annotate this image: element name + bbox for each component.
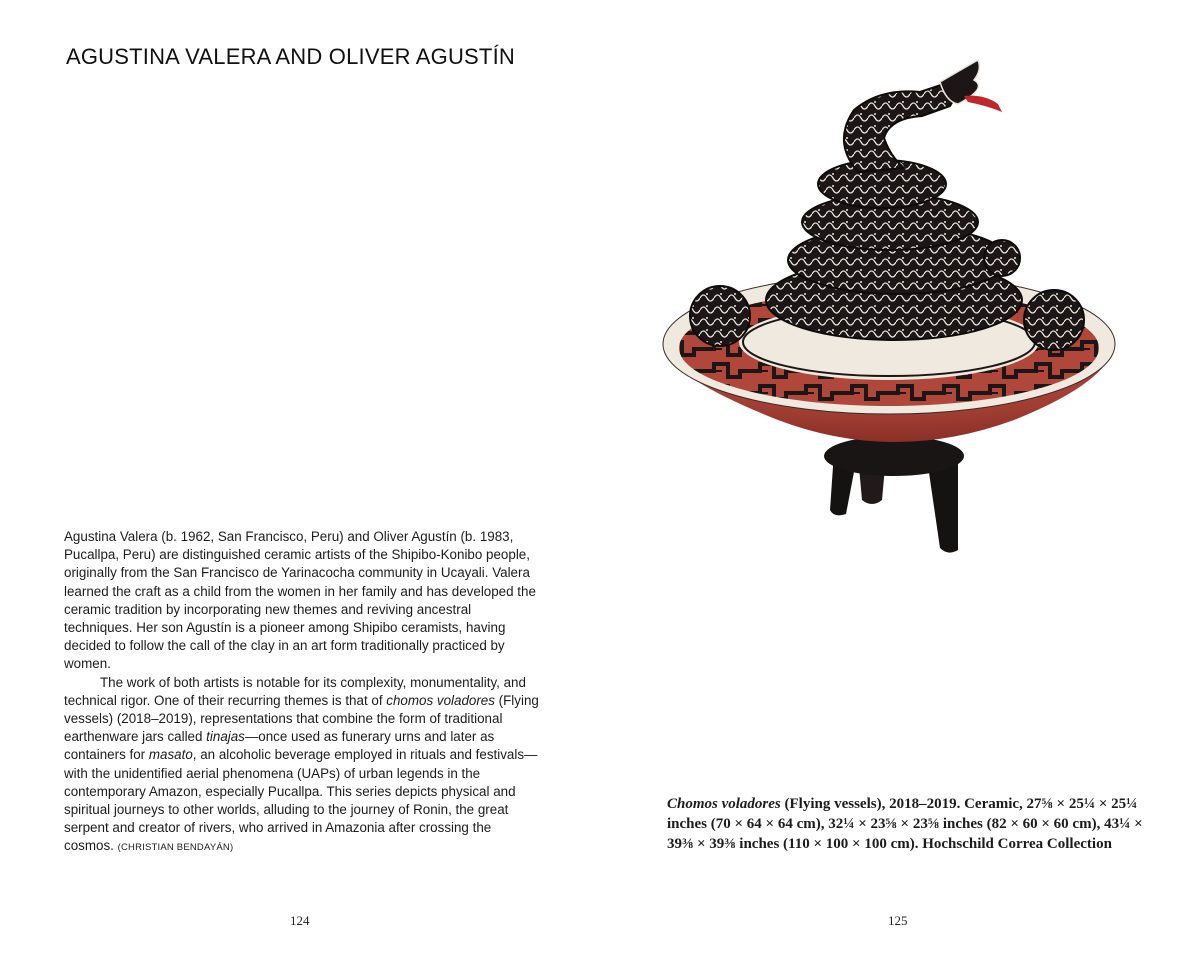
p2-em-chomos: chomos voladores [386, 692, 495, 708]
serpent-tongue [964, 96, 1002, 112]
caption-title: Chomos voladores [667, 796, 781, 812]
rim-pod-left [690, 286, 750, 346]
author-credit: (CHRISTIAN BENDAYÁN) [117, 842, 234, 854]
paragraph-1: Agustina Valera (b. 1962, San Francisco, Peru) and Oliver Agustín (b. 1983, Pucallpa, Peru) are distinguished ceramic artists of the Shipibo-Konibo people, originally from the San Francisco de Yarinacocha community in Ucayali. Valera learned the craft as a child from the women in her family and has developed the ceramic tradition by incorporating new themes and reviving ancestral techniques. Her son Agustín is a pioneer among Shipibo ceramists, having decided to follow the call of the clay in an art form traditionally practiced by women. [64, 529, 536, 672]
p2-seg4: , an alcoholic beverage employed in rituals and festivals—with the unidentified aerial phenomena (UAPs) of urban legends in the contemporary Amazon, especially Pucallpa. This series depicts physical and spiritual journeys to other worlds, alluding to the journey of Ronin, the great serpent and creator of rivers, who arrived in Amazonia after crossing the cosmos. [64, 747, 538, 854]
rim-pod-right [1024, 290, 1084, 350]
ceramic-serpent-vessel-illustration [658, 52, 1118, 562]
body-text [64, 528, 542, 858]
right-page [600, 0, 1200, 966]
serpent-neck [844, 82, 954, 172]
p2-seg1: The work of both artists is notable for its complexity, monumentality, and technical rigor. One of their recurring themes is that of [64, 674, 526, 708]
paragraph-2 [64, 674, 542, 858]
page-title: AGUSTINA VALERA AND OLIVER AGUSTÍN [66, 44, 515, 69]
p2-seg3: —once used as funerary urns and later as containers for [64, 729, 495, 763]
vessel-svg [658, 52, 1118, 562]
caption-text: (Flying vessels), 2018–2019. Ceramic, 27⅝ × 25¼ × 25¼ inches (70 × 64 × 64 cm), 32¼ × 23⅝ × 23⅝ inches (82 × 60 × 60 cm), 43¼ × 39⅜ × 39⅜ inches (110 × 100 × 100 cm). Hochschild Correa Collection [667, 796, 1143, 852]
p2-em-tinajas: tinajas [206, 729, 245, 745]
p2-seg2: (Flying vessels) (2018–2019), representations that combine the form of traditional earthenware jars called [64, 692, 539, 745]
figure-caption [667, 794, 1159, 854]
rim-pod-back [984, 240, 1020, 276]
page-number-left: 124 [290, 913, 310, 928]
page-number-right: 125 [888, 913, 908, 928]
p2-em-masato: masato [148, 747, 193, 763]
